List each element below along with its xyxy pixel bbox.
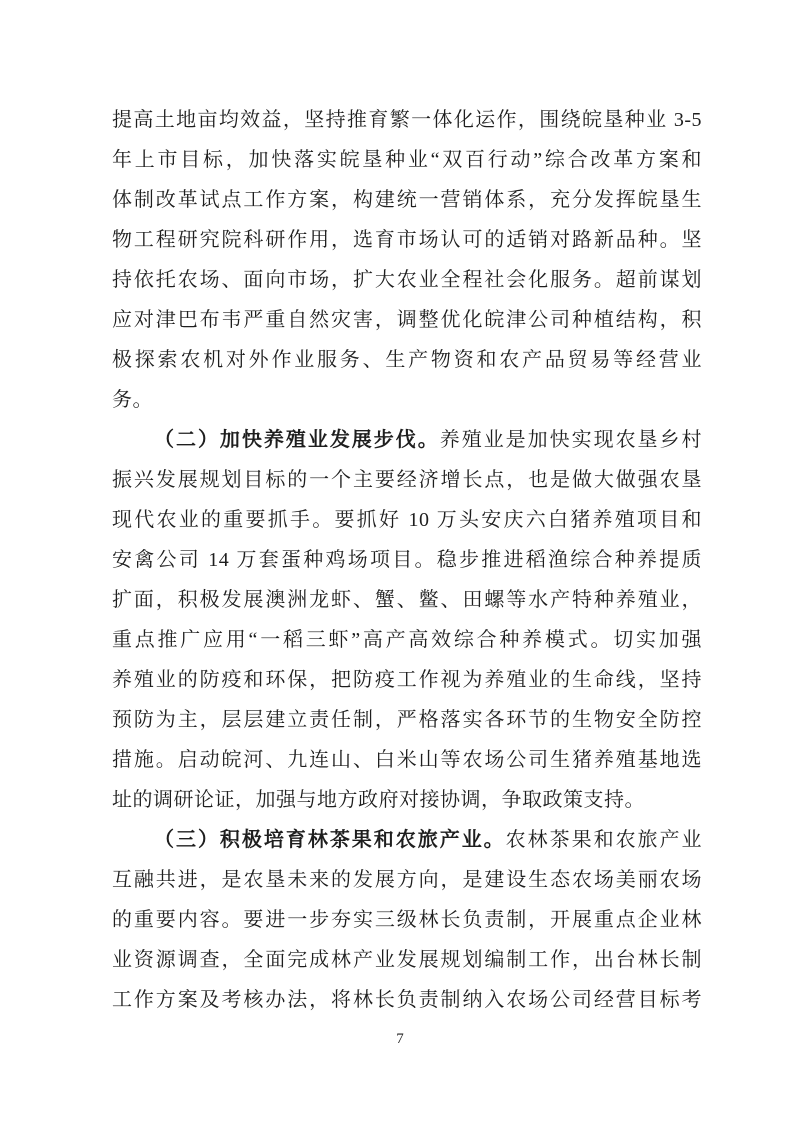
text-line — [112, 660, 702, 700]
text-run: 工作方案及考核办法，将林长负责制纳入农场公司经营目标考 — [112, 989, 702, 1011]
text-line — [112, 980, 702, 1020]
text-line — [112, 260, 702, 300]
text-line — [112, 620, 702, 660]
text-run: 务。 — [112, 389, 153, 411]
text-run: 体制改革试点工作方案，构建统一营销体系，充分发挥皖垦生 — [112, 189, 702, 211]
text-line — [112, 500, 702, 540]
text-run: 极探索农机对外作业服务、生产物资和农产品贸易等经营业 — [112, 349, 702, 371]
text-run: 提高土地亩均效益，坚持推育繁一体化运作，围绕皖垦种业 3-5 — [112, 109, 702, 131]
text-line — [112, 100, 702, 140]
text-run: 重点推广应用“一稻三虾”高产高效综合种养模式。切实加强 — [112, 629, 702, 651]
text-run: 业资源调查，全面完成林产业发展规划编制工作，出台林长制 — [112, 949, 702, 971]
text-line — [112, 700, 702, 740]
text-line — [112, 940, 702, 980]
text-run: 年上市目标，加快落实皖垦种业“双百行动”综合改革方案和 — [112, 149, 702, 171]
text-line — [112, 780, 702, 820]
text-line — [112, 220, 702, 260]
section-heading: （二）加快养殖业发展步伐。 — [154, 429, 440, 451]
text-line — [112, 900, 702, 940]
text-line — [112, 540, 702, 580]
text-run: 振兴发展规划目标的一个主要经济增长点，也是做大做强农垦 — [112, 469, 702, 491]
text-line — [112, 340, 702, 380]
text-run: 互融共进，是农垦未来的发展方向，是建设生态农场美丽农场 — [112, 869, 702, 891]
text-run: 物工程研究院科研作用，选育市场认可的适销对路新品种。坚 — [112, 229, 702, 251]
text-line — [112, 460, 702, 500]
page-number: 7 — [396, 1031, 404, 1047]
text-line — [112, 420, 702, 460]
page-footer — [0, 1030, 800, 1048]
text-run: 现代农业的重要抓手。要抓好 10 万头安庆六白猪养殖项目和 — [112, 509, 702, 531]
text-run: 的重要内容。要进一步夯实三级林长负责制，开展重点企业林 — [112, 909, 702, 931]
text-run: 持依托农场、面向市场，扩大农业全程社会化服务。超前谋划 — [112, 269, 702, 291]
text-run: 措施。启动皖河、九连山、白米山等农场公司生猪养殖基地选 — [112, 749, 702, 771]
text-line — [112, 740, 702, 780]
text-run: 应对津巴布韦严重自然灾害，调整优化皖津公司种植结构，积 — [112, 309, 702, 331]
document-body — [112, 100, 702, 1020]
text-run: 预防为主，层层建立责任制，严格落实各环节的生物安全防控 — [112, 709, 702, 731]
text-line — [112, 380, 702, 420]
text-run: 农林茶果和农旅产业 — [505, 829, 702, 851]
text-line — [112, 140, 702, 180]
section-heading: （三）积极培育林茶果和农旅产业。 — [154, 829, 506, 851]
text-run: 养殖业是加快实现农垦乡村 — [439, 429, 702, 451]
text-run: 扩面，积极发展澳洲龙虾、蟹、鳖、田螺等水产特种养殖业， — [112, 589, 702, 611]
text-line — [112, 180, 702, 220]
text-line — [112, 860, 702, 900]
text-line — [112, 580, 702, 620]
text-line — [112, 300, 702, 340]
text-line — [112, 820, 702, 860]
text-run: 养殖业的防疫和环保，把防疫工作视为养殖业的生命线，坚持 — [112, 669, 702, 691]
text-run: 安禽公司 14 万套蛋种鸡场项目。稳步推进稻渔综合种养提质 — [112, 549, 702, 571]
text-run: 址的调研论证，加强与地方政府对接协调，争取政策支持。 — [112, 789, 645, 811]
